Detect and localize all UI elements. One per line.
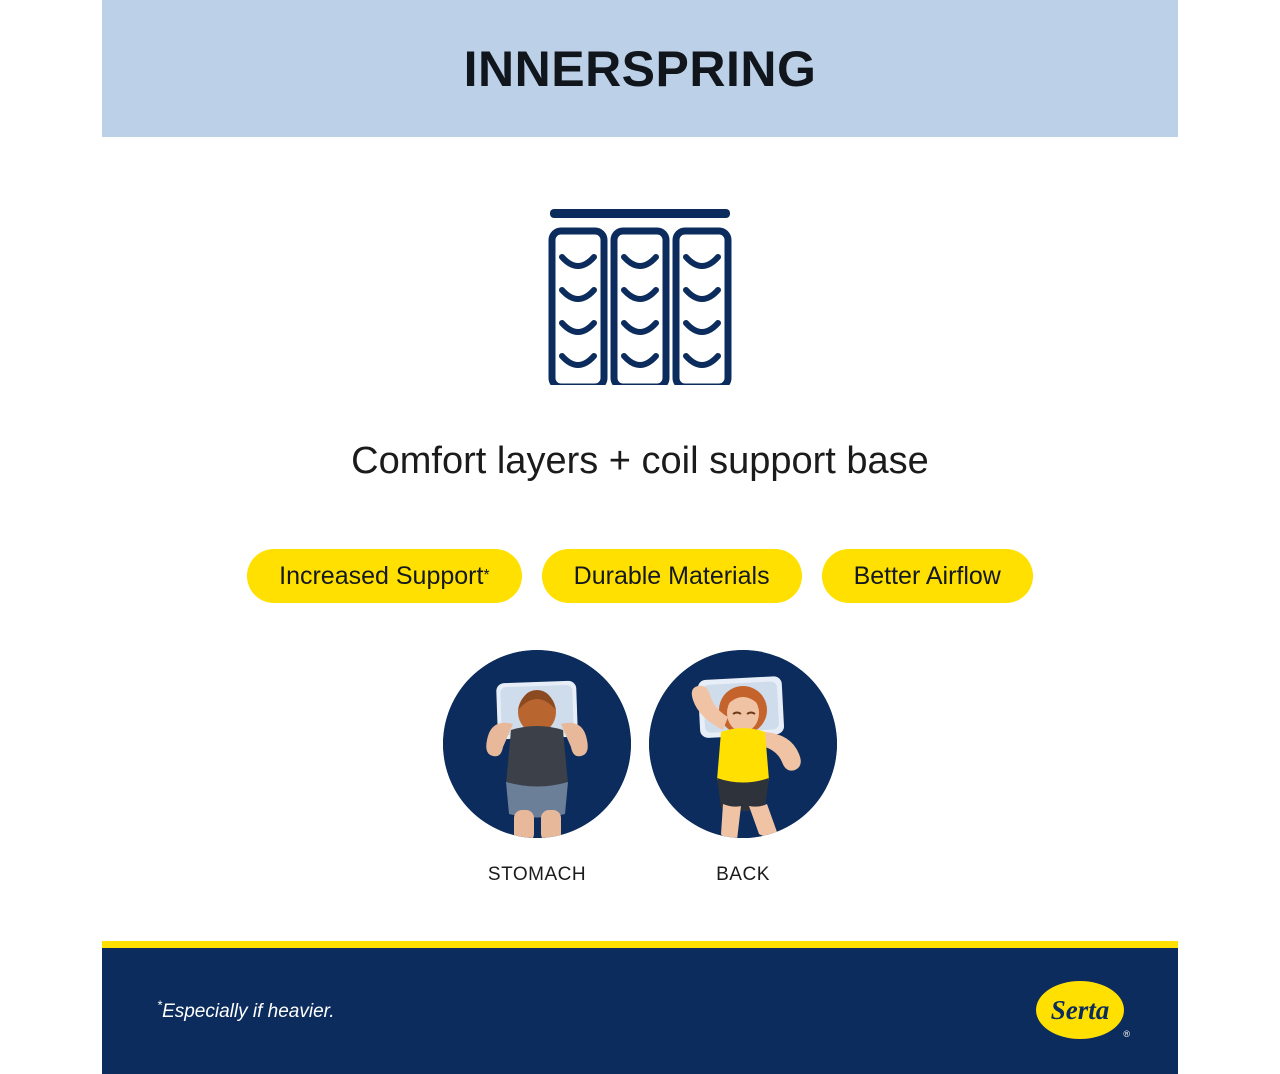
back-sleeper-icon — [649, 650, 837, 838]
back-sleeper-avatar — [649, 650, 837, 838]
card-header — [102, 0, 1178, 137]
stomach-sleeper-icon — [443, 650, 631, 838]
feature-pill-label: Durable Materials — [573, 561, 770, 590]
brand-logo[interactable] — [1036, 981, 1130, 1043]
brand-name: Serta — [1050, 994, 1110, 1025]
sleep-position-back — [649, 650, 837, 886]
feature-pill-list — [102, 549, 1178, 603]
card-footer — [102, 948, 1178, 1074]
innerspring-card — [102, 0, 1178, 1074]
feature-pill-label: Increased Support — [279, 561, 484, 590]
coil-icon-container — [102, 185, 1178, 385]
feature-pill-increased-support[interactable]: Increased Support * — [247, 549, 522, 603]
feature-pill-label: Better Airflow — [853, 561, 1001, 590]
footer-accent-rule — [102, 941, 1178, 948]
sleep-position-label: STOMACH — [487, 864, 587, 885]
footnote-text: Especially if heavier. — [162, 1001, 335, 1022]
page-title: INNERSPRING — [463, 40, 817, 97]
sleep-position-list — [102, 650, 1178, 886]
sleep-position-label: BACK — [716, 864, 770, 885]
subtitle: Comfort layers + coil support base — [351, 440, 929, 482]
stomach-sleeper-avatar — [443, 650, 631, 838]
feature-pill-better-airflow[interactable] — [822, 549, 1033, 603]
footnote-mark: * — [157, 997, 163, 1013]
sleep-position-stomach — [443, 650, 631, 886]
feature-pill-durable-materials[interactable] — [542, 549, 802, 603]
coil-springs-icon — [540, 185, 740, 385]
footnote — [157, 997, 335, 1023]
registered-trademark-icon: ® — [1123, 1029, 1130, 1039]
